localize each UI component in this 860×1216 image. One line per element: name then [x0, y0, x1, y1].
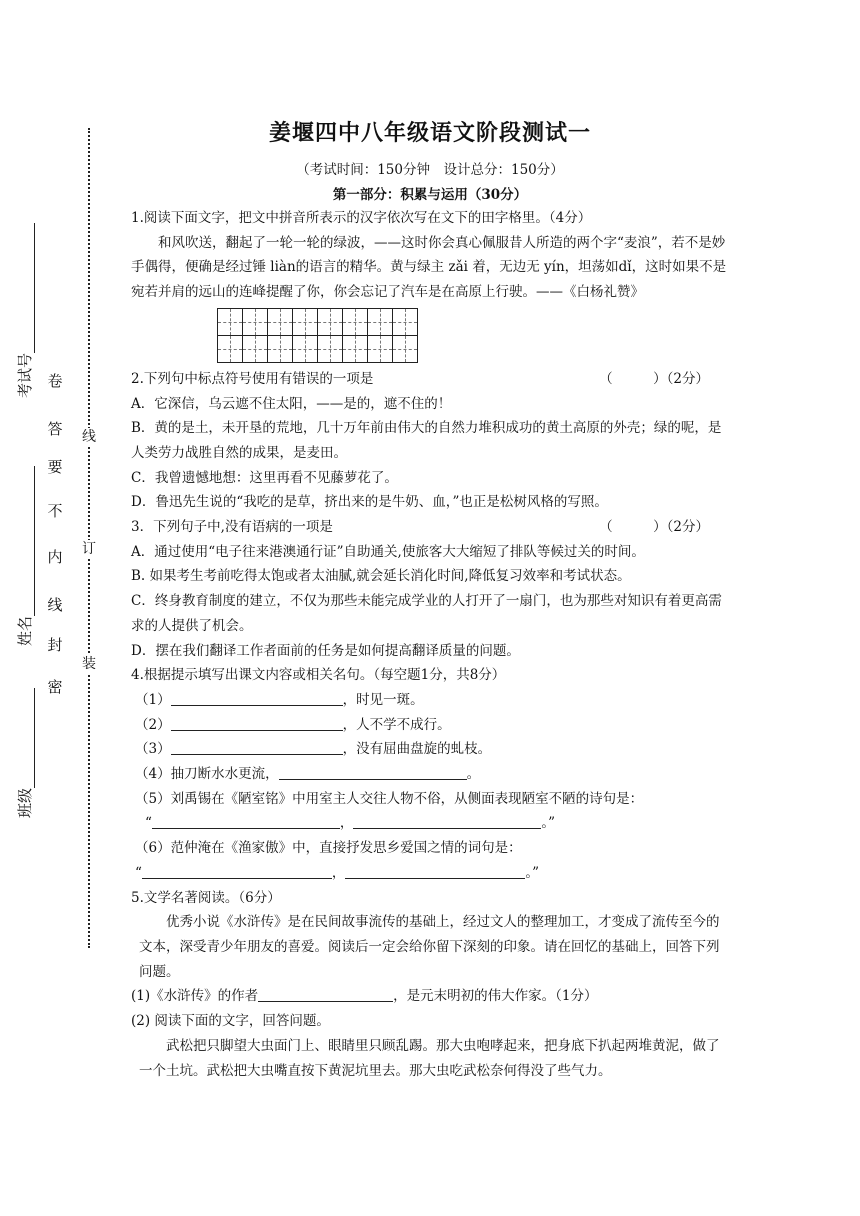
- class-field: [14, 688, 35, 818]
- answer-blank[interactable]: [171, 715, 343, 731]
- question-5-sub-1: [131, 984, 731, 1009]
- warning-char: 卷: [47, 372, 63, 390]
- option-d: D．鲁迅先生说的“我吃的是草，挤出来的是牛奶、血，”也正是松树风格的写照。: [131, 494, 608, 511]
- exam-number-blank[interactable]: [34, 223, 35, 353]
- fill-item-2: [131, 713, 731, 738]
- question-5-intro: 优秀小说《水浒传》是在民间故事流传的基础上，经过文人的整理加工，才变成了流传至今的文本，深受青少年朋友的喜爱。阅读后一定会给你留下深刻的印象。请在回忆的基础上，回答下列问题。: [139, 914, 720, 980]
- item-text: ，没有屈曲盘旋的虬枝。: [342, 741, 492, 758]
- grid-cell[interactable]: [293, 309, 318, 336]
- question-4-stem: 4.根据提示填写出课文内容或相关名句。（每空题1分，共8分）: [131, 667, 506, 684]
- item-text: ，人不学不成行。: [342, 716, 451, 733]
- fill-item-1: [131, 688, 731, 713]
- answer-blank[interactable]: [142, 863, 332, 879]
- name-blank[interactable]: [34, 466, 35, 616]
- warning-char: 要: [47, 458, 63, 476]
- seal-mark-xian: 线: [82, 429, 96, 445]
- class-label: 班级: [16, 787, 34, 818]
- grid-cell[interactable]: [268, 309, 293, 336]
- warning-char: 线: [47, 596, 63, 614]
- option-a: A．通过使用“电子往来港澳通行证”自助通关,使旅客大大缩短了排队等候过关的时间。: [131, 543, 645, 560]
- warning-char: 答: [47, 420, 63, 438]
- question-2-header: [131, 367, 731, 392]
- fill-item-5: （5）刘禹锡在《陋室铭》中用室主人交往人物不俗，从侧面表现陋室不陋的诗句是：: [135, 790, 644, 807]
- binding-dotted-line: [88, 128, 90, 948]
- sub1-text-end: ，是元末明初的伟大作家。（1分）: [393, 988, 598, 1005]
- warning-char: 密: [47, 678, 63, 696]
- option-c: C．终身教育制度的建立，不仅为那些未能完成学业的人打开了一扇门，也为那些对知识有着更高需求的人提供了机会。: [131, 593, 722, 634]
- answer-blank[interactable]: [171, 739, 343, 755]
- quote-close: 。”: [525, 864, 540, 881]
- grid-cell[interactable]: [318, 336, 343, 363]
- grid-cell[interactable]: [368, 309, 393, 336]
- answer-blank[interactable]: [152, 813, 340, 829]
- name-field: [14, 466, 35, 646]
- grid-cell[interactable]: [393, 309, 418, 336]
- question-5-passage: 武松把只脚望大虫面门上、眼睛里只顾乱踢。那大虫咆哮起来，把身底下扒起两堆黄泥，做了一个土坑。武松把大虫嘴直按下黄泥坑里去。那大虫吃武松奈何得没了些气力。: [139, 1037, 720, 1079]
- question-3-stem: 3．下列句子中,没有语病的一项是: [131, 519, 333, 536]
- item-text: ，时见一斑。: [342, 691, 424, 708]
- question-5-sub-2: (2) 阅读下面的文字，回答问题。: [131, 1013, 330, 1030]
- grid-cell[interactable]: [343, 336, 368, 363]
- answer-bracket[interactable]: （ ）（2分）: [599, 519, 709, 536]
- name-label: 姓名: [16, 615, 34, 646]
- comma: ，: [331, 864, 346, 881]
- item-number: （3）: [135, 741, 171, 758]
- seal-mark-ding: 订: [82, 541, 96, 557]
- fill-item-3: [131, 737, 731, 762]
- grid-cell[interactable]: [318, 309, 343, 336]
- answer-blank[interactable]: [345, 863, 525, 879]
- question-2-stem: 2.下列句中标点符号使用有错误的一项是: [131, 370, 374, 387]
- warning-char: 封: [47, 636, 63, 654]
- seal-mark-zhuang: 装: [82, 656, 96, 672]
- fill-item-6-blanks: [131, 861, 731, 886]
- option-c: C．我曾遗憾地想：这里再看不见藤萝花了。: [131, 469, 398, 486]
- item-number: （1）: [135, 691, 171, 708]
- warning-char: 内: [47, 548, 63, 566]
- fill-item-6: （6）范仲淹在《渔家傲》中，直接抒发思乡爱国之情的词句是：: [135, 840, 522, 857]
- answer-blank[interactable]: [353, 813, 541, 829]
- exam-info: （考试时间：150分钟 设计总分：150分）: [296, 162, 564, 178]
- fill-item-5-blanks: [131, 811, 731, 836]
- option-a: A．它深信，乌云遮不住太阳，——是的，遮不住的！: [131, 395, 452, 412]
- grid-cell[interactable]: [218, 309, 243, 336]
- page-title: 姜堰四中八年级语文阶段测试一: [268, 121, 591, 146]
- exam-number-field: [14, 223, 35, 398]
- answer-grid[interactable]: [217, 308, 418, 363]
- author-blank[interactable]: [258, 986, 393, 1002]
- quote-close: 。”: [541, 815, 556, 832]
- item-number: （2）: [135, 716, 171, 733]
- question-3-header: [131, 515, 731, 540]
- comma: ，: [339, 815, 354, 832]
- grid-cell[interactable]: [293, 336, 318, 363]
- grid-cell[interactable]: [243, 309, 268, 336]
- grid-cell[interactable]: [368, 336, 393, 363]
- exam-content: [131, 206, 731, 1083]
- grid-cell[interactable]: [268, 336, 293, 363]
- item-end: 。: [466, 766, 481, 783]
- item-text: （4）抽刀断水水更流，: [135, 766, 279, 783]
- grid-cell[interactable]: [343, 309, 368, 336]
- sub1-text: (1)《水浒传》的作者: [131, 988, 259, 1005]
- section-heading: 第一部分：积累与运用（30分）: [332, 187, 528, 203]
- question-1-stem: 1.阅读下面文字，把文中拼音所表示的汉字依次写在文下的田字格里。（4分）: [131, 210, 592, 226]
- question-1-passage: 和风吹送，翻起了一轮一轮的绿波，——这时你会真心佩服昔人所造的两个字“麦浪”，若不是妙手偶得，便确是经过锤 liàn的语言的精华。黄与绿主 zǎi 着，无边无 yín，坦荡如dǐ，这时如果不是宛若并肩的远山的连峰提醒了你，你会忘记了汽车是在高原上行驶。——《白杨礼赞》: [131, 234, 727, 301]
- fill-item-4: [131, 762, 731, 787]
- grid-cell[interactable]: [243, 336, 268, 363]
- grid-cell[interactable]: [393, 336, 418, 363]
- class-blank[interactable]: [34, 688, 35, 788]
- quote-open: “: [135, 864, 142, 881]
- answer-blank[interactable]: [171, 690, 343, 706]
- option-b: B．黄的是土，未开垦的荒地，几十万年前由伟大的自然力堆积成功的黄土高原的外壳；绿的呢，是人类劳力战胜自然的成果，是麦田。: [131, 420, 722, 461]
- question-5-stem: 5.文学名著阅读。（6分）: [131, 889, 281, 906]
- quote-open: “: [145, 815, 152, 832]
- answer-bracket[interactable]: （ ）（2分）: [599, 370, 709, 387]
- warning-char: 不: [47, 502, 63, 520]
- option-d: D．摆在我们翻译工作者面前的任务是如何提高翻译质量的问题。: [131, 642, 520, 659]
- exam-number-label: 考试号: [16, 352, 34, 398]
- option-b: B. 如果考生考前吃得太饱或者太油腻,就会延长消化时间,降低复习效率和考试状态。: [131, 568, 631, 585]
- grid-cell[interactable]: [218, 336, 243, 363]
- answer-blank[interactable]: [279, 764, 467, 780]
